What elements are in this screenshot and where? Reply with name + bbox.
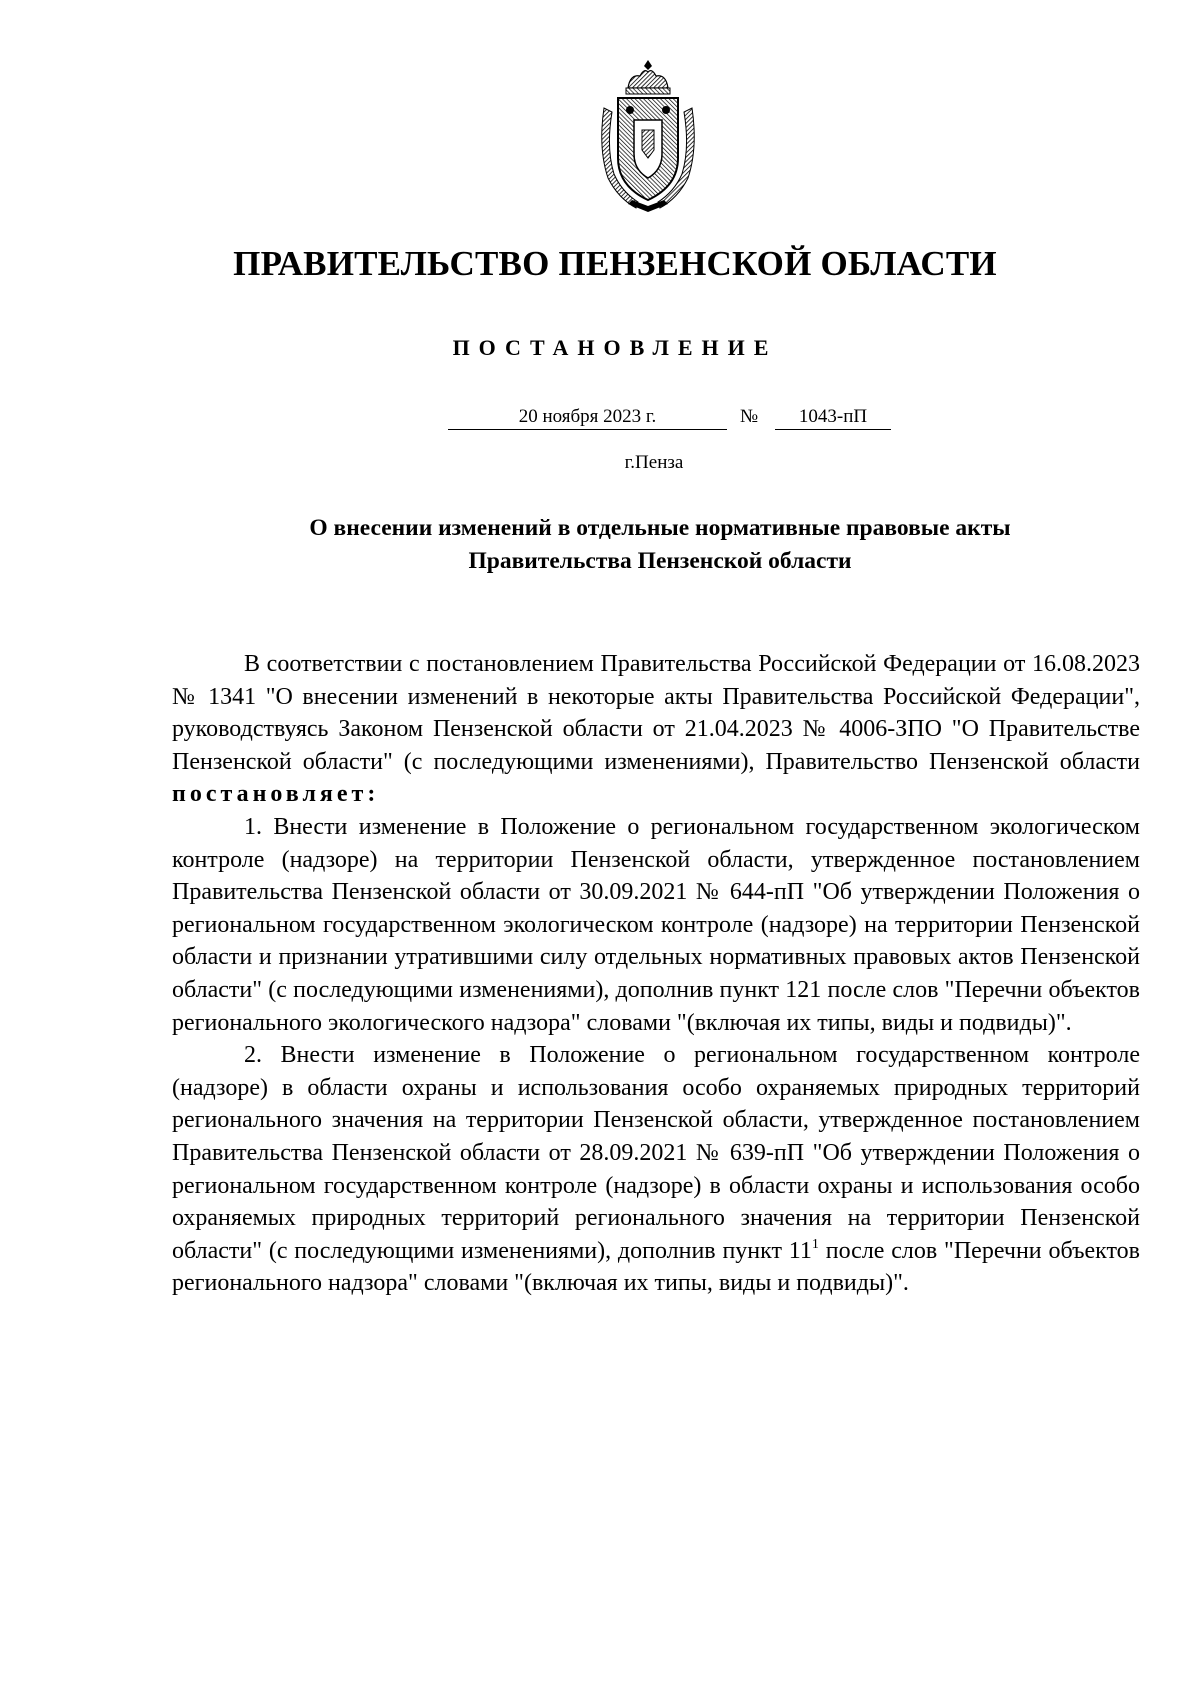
government-name: ПРАВИТЕЛЬСТВО ПЕНЗЕНСКОЙ ОБЛАСТИ xyxy=(233,244,997,283)
preamble-text: В соответствии с постановлением Правительства Российской Федерации от 16.08.2023 № 1341 "О внесении изменений в некоторые акты Правительства Российской Федерации", руководствуясь Законом Пензенской области от 21.04.2023 № 4006-ЗПО "О Правительстве Пензенской области" (с последующими изменениями), Правительство Пензенской области xyxy=(172,651,1140,775)
decree-word: постановляет: xyxy=(172,781,380,808)
number-sign: № xyxy=(740,406,759,427)
document-date: 20 ноября 2023 г. xyxy=(448,406,727,430)
item-2-text: 2. Внести изменение в Положение о региональном государственном контроле (надзоре) в области охраны и использования особо охраняемых природных территорий регионального значения на территории Пензенской области, утвержденное постановлением Правительства Пензенской области от 28.09.2021 № 639-пП "Об утверждении Положения о региональном государственном контроле (надзоре) в области охраны и использования особо охраняемых природных территорий регионального значения на территории Пензенской области" (с последующими изменениями), дополнив пункт 11 xyxy=(172,1042,1140,1264)
preamble-paragraph xyxy=(172,648,1140,811)
item-2-paragraph xyxy=(172,1039,1140,1300)
coat-of-arms-icon xyxy=(598,58,698,214)
subject-line-2: Правительства Пензенской области xyxy=(468,548,852,574)
document-type: ПОСТАНОВЛЕНИЕ xyxy=(452,335,778,360)
subject-line-1: О внесении изменений в отдельные нормативные правовые акты xyxy=(309,515,1011,541)
item-2-superscript: 1 xyxy=(811,1236,819,1252)
item-1-paragraph: 1. Внести изменение в Положение о региональном государственном экологическом контроле (надзоре) на территории Пензенской области, утвержденное постановлением Правительства Пензенской области от 30.09.2021 № 644-пП "Об утверждении Положения о региональном государственном экологическом контроле (надзоре) на территории Пензенской области и признании утратившими силу отдельных нормативных правовых актов Пензенской области" (с последующими изменениями), дополнив пункт 121 после слов "Перечни объектов регионального экологического надзора" словами "(включая их типы, виды и подвиды)". xyxy=(172,813,1140,1036)
document-body xyxy=(172,648,1140,1300)
document-number: 1043-пП xyxy=(775,406,891,430)
document-subject xyxy=(180,512,1140,578)
document-city: г.Пенза xyxy=(624,452,684,473)
item-2-text-end: после слов "Перечни объектов регионального надзора" словами "(включая их типы, виды и подвиды)". xyxy=(172,1237,1140,1297)
